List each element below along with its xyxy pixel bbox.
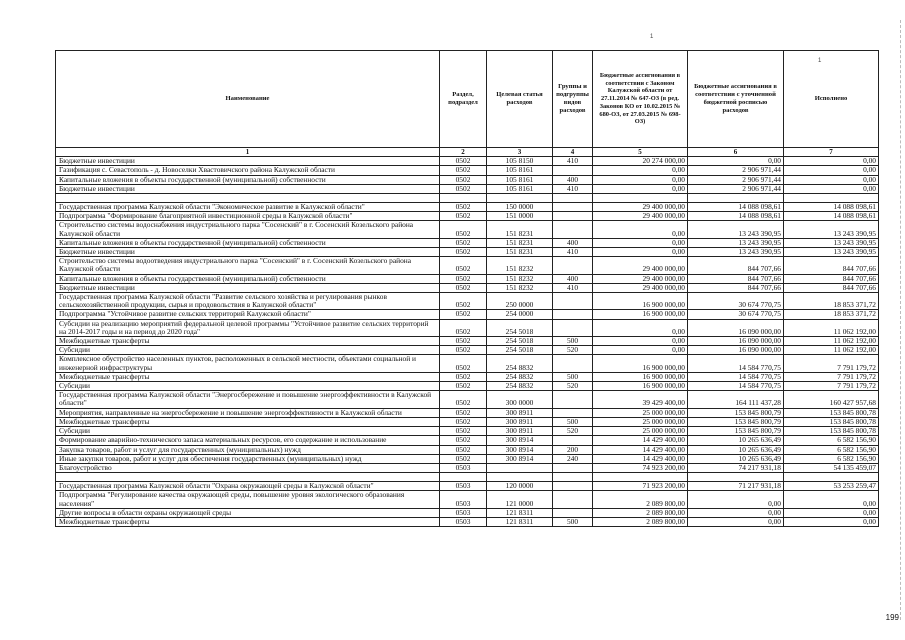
cell-name: Бюджетные инвестиции [56,184,440,193]
cell-budget: 14 584 770,75 [688,382,784,391]
corner-mark: 1 [650,34,654,40]
table-row [56,372,879,381]
table-row [56,382,879,391]
table-row [56,427,879,436]
table-row [56,157,879,166]
column-number: 6 [688,148,784,157]
budget-table-sheet [55,50,879,527]
cell-done: 153 845 800,78 [784,417,879,426]
cell-group [553,491,593,508]
table-row [56,293,879,310]
column-number: 2 [440,148,487,157]
column-number: 7 [784,148,879,157]
cell-article [487,463,553,472]
cell-group: 520 [553,382,593,391]
cell-section: 0503 [440,517,487,526]
cell-name: Подпрограмма "Регулирование качества окружающей среды, повышение уровня экологического образования населения" [56,491,440,508]
cell-group: 400 [553,175,593,184]
cell-done: 7 791 179,72 [784,382,879,391]
cell-group [553,408,593,417]
cell-budget: 0,00 [688,491,784,508]
cell-article: 250 0000 [487,293,553,310]
cell-assigned: 74 923 200,00 [593,463,688,472]
table-header-row [56,51,879,148]
cell-name: Государственная программа Калужской области "Энергосбережение и повышение энергоэффективности в Калужской области" [56,391,440,408]
cell-budget: 16 090 000,00 [688,337,784,346]
cell-section: 0502 [440,427,487,436]
cell-article: 300 8914 [487,436,553,445]
empty-cell [487,194,553,203]
cell-name: Государственная программа Калужской области "Развитие сельского хозяйства и регулирования рынков сельскохозяйственной продукции, сырья и продовольствия в Калужской области" [56,293,440,310]
cell-group: 500 [553,517,593,526]
cell-budget: 16 090 000,00 [688,319,784,336]
cell-assigned: 25 000 000,00 [593,427,688,436]
table-row [56,184,879,193]
cell-budget: 74 217 931,18 [688,463,784,472]
cell-group: 500 [553,372,593,381]
cell-assigned: 14 429 400,00 [593,436,688,445]
cell-section: 0502 [440,175,487,184]
cell-budget: 14 088 098,61 [688,203,784,212]
cell-name: Межбюджетные трансферты [56,417,440,426]
cell-done: 0,00 [784,166,879,175]
empty-cell [593,473,688,482]
column-number: 5 [593,148,688,157]
cell-assigned: 25 000 000,00 [593,408,688,417]
cell-name: Строительство системы водоотведения индустриального парка "Сосенский" в г. Сосенский Козельского района Калужской области [56,257,440,274]
table-row [56,337,879,346]
cell-section: 0502 [440,310,487,319]
cell-done: 14 088 098,61 [784,203,879,212]
cell-group: 410 [553,248,593,257]
cell-section: 0503 [440,491,487,508]
cell-assigned: 16 900 000,00 [593,293,688,310]
cell-budget: 14 088 098,61 [688,212,784,221]
cell-section: 0502 [440,248,487,257]
cell-section: 0503 [440,482,487,491]
cell-budget: 13 243 390,95 [688,238,784,247]
cell-budget: 13 243 390,95 [688,221,784,238]
cell-budget: 30 674 770,75 [688,310,784,319]
table-row [56,508,879,517]
cell-section: 0502 [440,372,487,381]
cell-name: Подпрограмма "Устойчивое развитие сельских территорий Калужской области" [56,310,440,319]
cell-budget: 2 906 971,44 [688,184,784,193]
cell-section: 0502 [440,454,487,463]
table-row [56,491,879,508]
cell-name: Бюджетные инвестиции [56,248,440,257]
empty-cell [487,473,553,482]
empty-cell [440,194,487,203]
cell-article: 151 8232 [487,283,553,292]
cell-done: 844 707,66 [784,283,879,292]
cell-done: 6 582 156,90 [784,454,879,463]
cell-article: 151 0000 [487,212,553,221]
cell-done: 13 243 390,95 [784,248,879,257]
cell-group [553,508,593,517]
cell-name: Иные закупки товаров, работ и услуг для обеспечения государственных (муниципальных) нужд [56,454,440,463]
cell-section: 0502 [440,293,487,310]
cell-group [553,355,593,372]
cell-article: 254 8832 [487,382,553,391]
cell-assigned: 0,00 [593,248,688,257]
cell-group: 520 [553,346,593,355]
cell-budget: 844 707,66 [688,257,784,274]
cell-done: 11 062 192,00 [784,319,879,336]
cell-budget: 10 265 636,49 [688,436,784,445]
empty-cell [553,194,593,203]
cell-assigned: 0,00 [593,346,688,355]
cell-assigned: 2 089 800,00 [593,508,688,517]
cell-article: 254 8832 [487,372,553,381]
cell-name: Субсидии на реализацию мероприятий федеральной целевой программы "Устойчивое развитие сельских территорий на 2014-2017 годы и на период до 2020 года" [56,319,440,336]
cell-done: 18 853 371,72 [784,293,879,310]
cell-article: 121 8311 [487,517,553,526]
cell-group: 520 [553,427,593,436]
table-row [56,482,879,491]
cell-name: Подпрограмма "Формирование благоприятной инвестиционной среды в Калужской области" [56,212,440,221]
cell-article: 254 8832 [487,355,553,372]
cell-assigned: 29 400 000,00 [593,283,688,292]
cell-assigned: 0,00 [593,238,688,247]
cell-done: 53 253 259,47 [784,482,879,491]
header-group: Группы и подгруппы видов расходов [553,51,593,148]
cell-name: Межбюджетные трансферты [56,337,440,346]
table-gap-row [56,473,879,482]
cell-name: Капитальные вложения в объекты государственной (муниципальной) собственности [56,274,440,283]
cell-budget: 0,00 [688,157,784,166]
cell-group [553,319,593,336]
cell-assigned: 14 429 400,00 [593,454,688,463]
cell-article: 121 0000 [487,491,553,508]
table-row [56,346,879,355]
cell-name: Субсидии [56,427,440,436]
cell-article: 105 8161 [487,184,553,193]
empty-cell [784,194,879,203]
cell-article: 300 8911 [487,427,553,436]
table-row [56,203,879,212]
empty-cell [440,473,487,482]
table-row [56,391,879,408]
table-row [56,221,879,238]
cell-article: 121 8311 [487,508,553,517]
cell-section: 0502 [440,436,487,445]
cell-done: 14 088 098,61 [784,212,879,221]
empty-cell [688,473,784,482]
cell-name: Закупка товаров, работ и услуг для государственных (муниципальных) нужд [56,445,440,454]
cell-section: 0502 [440,184,487,193]
empty-cell [784,473,879,482]
table-row [56,212,879,221]
cell-article: 300 0000 [487,391,553,408]
cell-assigned: 0,00 [593,337,688,346]
cell-article: 151 8231 [487,238,553,247]
cell-name: Субсидии [56,346,440,355]
cell-section: 0502 [440,257,487,274]
cell-name: Межбюджетные трансферты [56,517,440,526]
header-budget: Бюджетные ассигнования в соответствии с уточненной бюджетной росписью расходов [688,51,784,148]
empty-cell [56,194,440,203]
cell-group: 500 [553,417,593,426]
cell-assigned: 16 900 000,00 [593,355,688,372]
cell-assigned: 0,00 [593,221,688,238]
cell-group: 500 [553,337,593,346]
cell-name: Межбюджетные трансферты [56,372,440,381]
table-row [56,408,879,417]
cell-done: 6 582 156,90 [784,445,879,454]
cell-name: Субсидии [56,382,440,391]
cell-section: 0502 [440,203,487,212]
cell-article: 151 8231 [487,221,553,238]
cell-group [553,203,593,212]
cell-group [553,221,593,238]
cell-article: 300 8914 [487,454,553,463]
cell-name: Бюджетные инвестиции [56,283,440,292]
cell-group [553,166,593,175]
cell-section: 0502 [440,346,487,355]
cell-article: 300 8914 [487,445,553,454]
cell-assigned: 0,00 [593,166,688,175]
cell-group: 400 [553,238,593,247]
cell-section: 0502 [440,274,487,283]
table-row [56,310,879,319]
cell-done: 0,00 [784,175,879,184]
cell-done: 160 427 957,68 [784,391,879,408]
cell-done: 7 791 179,72 [784,355,879,372]
column-number: 1 [56,148,440,157]
cell-done: 0,00 [784,491,879,508]
cell-done: 0,00 [784,157,879,166]
cell-section: 0502 [440,445,487,454]
cell-section: 0502 [440,382,487,391]
cell-article: 120 0000 [487,482,553,491]
cell-done: 844 707,66 [784,274,879,283]
cell-done: 13 243 390,95 [784,238,879,247]
cell-budget: 10 265 636,49 [688,445,784,454]
cell-name: Другие вопросы в области охраны окружающей среды [56,508,440,517]
cell-article: 105 8150 [487,157,553,166]
table-row [56,454,879,463]
column-number-row [56,148,879,157]
budget-table [55,50,879,527]
cell-section: 0502 [440,157,487,166]
cell-group: 410 [553,184,593,193]
cell-budget: 71 217 931,18 [688,482,784,491]
cell-section: 0502 [440,221,487,238]
cell-section: 0502 [440,391,487,408]
cell-section: 0502 [440,355,487,372]
cell-article: 105 8161 [487,175,553,184]
cell-assigned: 2 089 800,00 [593,491,688,508]
table-row [56,274,879,283]
cell-article: 105 8161 [487,166,553,175]
empty-cell [688,194,784,203]
cell-section: 0503 [440,508,487,517]
page-number: 199 [885,613,899,622]
cell-section: 0502 [440,337,487,346]
cell-group [553,391,593,408]
cell-assigned: 29 400 000,00 [593,203,688,212]
cell-done: 18 853 371,72 [784,310,879,319]
cell-section: 0503 [440,463,487,472]
cell-name: Формирование аварийно-технического запаса материальных ресурсов, его содержание и использование [56,436,440,445]
cell-name: Капитальные вложения в объекты государственной (муниципальной) собственности [56,238,440,247]
column-number: 4 [553,148,593,157]
empty-cell [593,194,688,203]
cell-name: Государственная программа Калужской области "Охрана окружающей среды в Калужской области" [56,482,440,491]
cell-section: 0502 [440,283,487,292]
cell-assigned: 2 089 800,00 [593,517,688,526]
cell-group [553,212,593,221]
cell-article: 254 0000 [487,310,553,319]
table-gap-row [56,194,879,203]
header-section: Раздел, подраздел [440,51,487,148]
cell-article: 300 8911 [487,408,553,417]
cell-assigned: 71 923 200,00 [593,482,688,491]
cell-done: 11 062 192,00 [784,337,879,346]
empty-cell [553,473,593,482]
cell-name: Мероприятия, направленные на энергосбережение и повышение энергоэффективности в Калужской области [56,408,440,417]
cell-assigned: 16 900 000,00 [593,372,688,381]
header-name: Наименование [56,51,440,148]
cell-assigned: 29 400 000,00 [593,257,688,274]
cell-done: 844 707,66 [784,257,879,274]
cell-group: 200 [553,445,593,454]
cell-done: 0,00 [784,184,879,193]
empty-cell [56,473,440,482]
cell-group: 410 [553,157,593,166]
cell-article: 151 8232 [487,257,553,274]
table-row [56,166,879,175]
page-edge-dashes [899,20,901,620]
cell-section: 0502 [440,417,487,426]
table-row [56,355,879,372]
cell-assigned: 16 900 000,00 [593,310,688,319]
cell-done: 6 582 156,90 [784,436,879,445]
cell-budget: 2 906 971,44 [688,175,784,184]
cell-budget: 0,00 [688,508,784,517]
table-row [56,517,879,526]
cell-assigned: 0,00 [593,175,688,184]
table-row [56,319,879,336]
cell-assigned: 39 429 400,00 [593,391,688,408]
cell-name: Бюджетные инвестиции [56,157,440,166]
cell-budget: 2 906 971,44 [688,166,784,175]
cell-budget: 153 845 800,79 [688,408,784,417]
cell-done: 153 845 800,78 [784,427,879,436]
cell-budget: 844 707,66 [688,283,784,292]
cell-group: 400 [553,274,593,283]
cell-budget: 844 707,66 [688,274,784,283]
cell-done: 11 062 192,00 [784,346,879,355]
cell-budget: 0,00 [688,517,784,526]
cell-article: 254 5018 [487,337,553,346]
cell-article: 300 8911 [487,417,553,426]
cell-budget: 153 845 800,79 [688,417,784,426]
cell-done: 7 791 179,72 [784,372,879,381]
cell-name: Строительство системы водоснабжения индустриального парка "Сосенский" в г. Сосенский Козельского района Калужской области [56,221,440,238]
cell-budget: 13 243 390,95 [688,248,784,257]
table-row [56,283,879,292]
table-body [56,157,879,527]
table-row [56,248,879,257]
cell-assigned: 0,00 [593,319,688,336]
cell-section: 0502 [440,212,487,221]
cell-section: 0502 [440,166,487,175]
cell-name: Благоустройство [56,463,440,472]
cell-article: 150 0000 [487,203,553,212]
cell-section: 0502 [440,408,487,417]
cell-assigned: 29 400 000,00 [593,212,688,221]
table-row [56,257,879,274]
cell-budget: 14 584 770,75 [688,372,784,381]
cell-done: 153 845 800,78 [784,408,879,417]
cell-done: 54 135 459,07 [784,463,879,472]
cell-name: Государственная программа Калужской области "Экономическое развитие в Калужской области" [56,203,440,212]
header-assigned: Бюджетные ассигнования в соответствии с Законом Калужской области от 27.11.2014 № 647-ОЗ (в ред. Законов КО от 10.02.2015 № 680-ОЗ, от 27.03.2015 № 698-ОЗ) [593,51,688,148]
cell-assigned: 16 900 000,00 [593,382,688,391]
cell-assigned: 20 274 000,00 [593,157,688,166]
cell-article: 254 5018 [487,319,553,336]
cell-group [553,482,593,491]
cell-budget: 14 584 770,75 [688,355,784,372]
cell-budget: 164 111 437,28 [688,391,784,408]
cell-group [553,463,593,472]
cell-assigned: 29 400 000,00 [593,274,688,283]
table-row [56,445,879,454]
cell-done: 0,00 [784,517,879,526]
cell-budget: 10 265 636,49 [688,454,784,463]
cell-done: 0,00 [784,508,879,517]
cell-budget: 30 674 770,75 [688,293,784,310]
cell-group [553,257,593,274]
cell-group [553,436,593,445]
cell-name: Газификация с. Севастополь - д. Новоселки Хвастовичского района Калужской области [56,166,440,175]
table-row [56,417,879,426]
cell-article: 254 5018 [487,346,553,355]
cell-assigned: 0,00 [593,184,688,193]
cell-assigned: 14 429 400,00 [593,445,688,454]
cell-budget: 16 090 000,00 [688,346,784,355]
table-row [56,436,879,445]
cell-article: 151 8231 [487,248,553,257]
column-number: 3 [487,148,553,157]
cell-assigned: 25 000 000,00 [593,417,688,426]
cell-group [553,310,593,319]
corner-mark: 1 [818,58,822,64]
cell-name: Комплексное обустройство населенных пунктов, расположенных в сельской местности, объектами социальной и инженерной инфраструктуры [56,355,440,372]
cell-section: 0502 [440,238,487,247]
cell-section: 0502 [440,319,487,336]
cell-done: 13 243 390,95 [784,221,879,238]
table-row [56,238,879,247]
cell-article: 151 8232 [487,274,553,283]
header-article: Целевая статья расходов [487,51,553,148]
cell-budget: 153 845 800,79 [688,427,784,436]
cell-name: Капитальные вложения в объекты государственной (муниципальной) собственности [56,175,440,184]
table-row [56,175,879,184]
cell-group [553,293,593,310]
header-done: Исполнено [784,51,879,148]
table-row [56,463,879,472]
cell-group: 240 [553,454,593,463]
cell-group: 410 [553,283,593,292]
